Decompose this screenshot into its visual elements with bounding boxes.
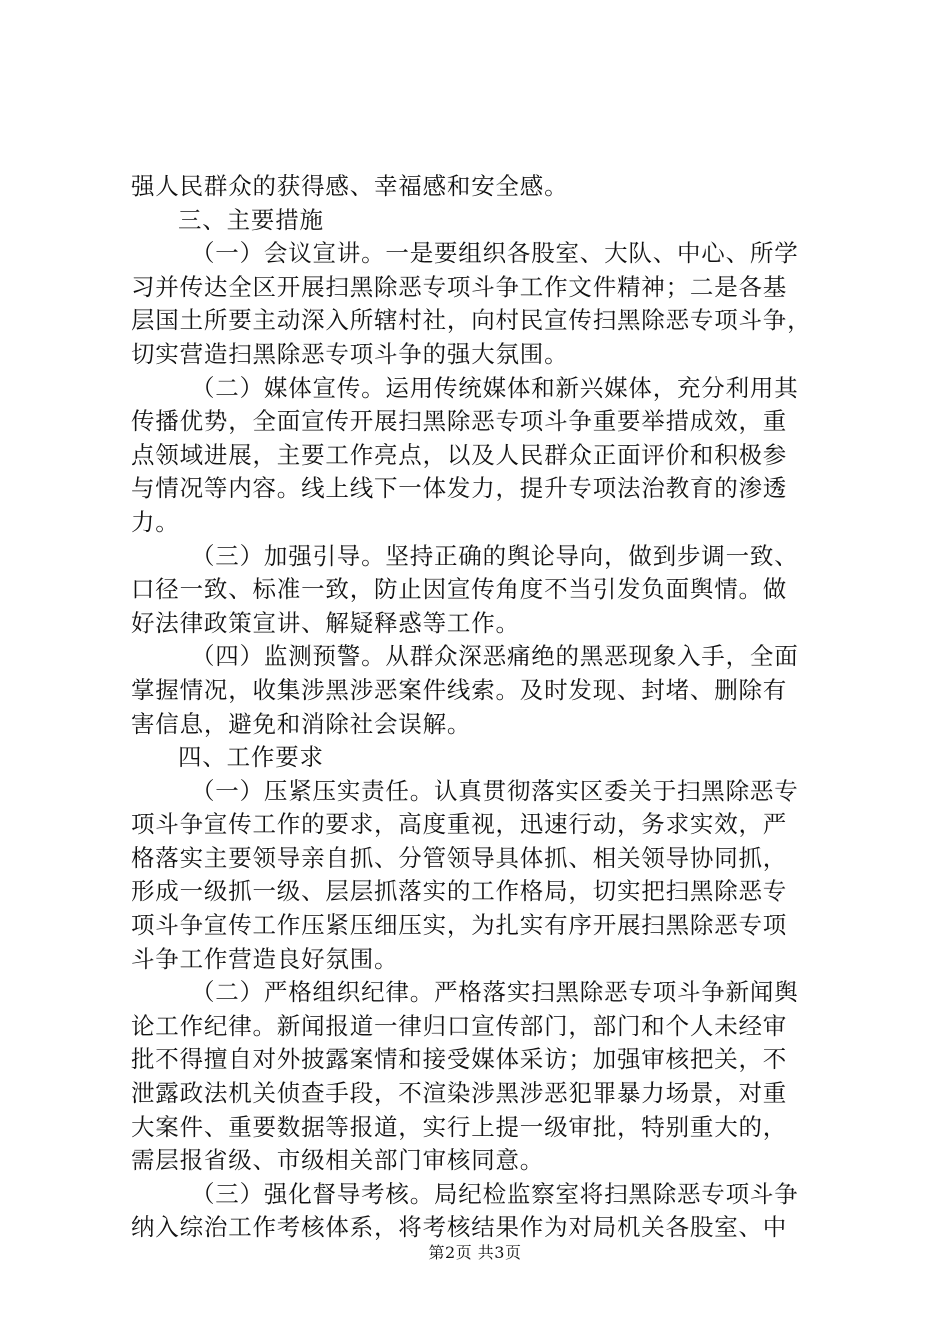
paragraph-line: 项斗争宣传工作的要求，高度重视，迅速行动，务求实效，严 <box>131 810 788 839</box>
paragraph-line: 力。 <box>131 507 180 536</box>
page-number-footer: 第2页 共3页 <box>428 1243 522 1262</box>
paragraph-line: 传播优势，全面宣传开展扫黑除恶专项斗争重要举措成效，重 <box>131 407 788 436</box>
section-heading: 三、主要措施 <box>178 205 324 234</box>
paragraph-line: （三）强化督导考核。局纪检监察室将扫黑除恶专项斗争 <box>191 1179 799 1208</box>
paragraph-line: 格落实主要领导亲自抓、分管领导具体抓、相关领导协同抓， <box>131 843 788 872</box>
paragraph-line: （三）加强引导。坚持正确的舆论导向，做到步调一致、 <box>191 541 799 570</box>
paragraph-line: 批不得擅自对外披露案情和接受媒体采访；加强审核把关，不 <box>131 1045 788 1074</box>
paragraph-line: 掌握情况，收集涉黑涉恶案件线索。及时发现、封堵、删除有 <box>131 675 788 704</box>
section-heading: 四、工作要求 <box>178 743 324 772</box>
paragraph-line: （一）会议宣讲。一是要组织各股室、大队、中心、所学 <box>191 239 799 268</box>
paragraph-line: 口径一致、标准一致，防止因宣传角度不当引发负面舆情。做 <box>131 575 788 604</box>
paragraph-line: 论工作纪律。新闻报道一律归口宣传部门，部门和个人未经审 <box>131 1011 788 1040</box>
paragraph-line: 切实营造扫黑除恶专项斗争的强大氛围。 <box>131 339 569 368</box>
paragraph-line: 强人民群众的获得感、幸福感和安全感。 <box>131 172 569 200</box>
paragraph-line: （一）压紧压实责任。认真贯彻落实区委关于扫黑除恶专 <box>191 776 799 805</box>
paragraph-line: 项斗争宣传工作压紧压细压实，为扎实有序开展扫黑除恶专项 <box>131 911 788 940</box>
paragraph-line: 好法律政策宣讲、解疑释惑等工作。 <box>131 608 520 637</box>
paragraph-line: （二）媒体宣传。运用传统媒体和新兴媒体，充分利用其 <box>191 373 799 402</box>
paragraph-line: （二）严格组织纪律。严格落实扫黑除恶专项斗争新闻舆 <box>191 978 799 1007</box>
paragraph-line: 形成一级抓一级、层层抓落实的工作格局，切实把扫黑除恶专 <box>131 877 788 906</box>
paragraph-line: 害信息，避免和消除社会误解。 <box>131 709 472 738</box>
paragraph-line: 与情况等内容。线上线下一体发力，提升专项法治教育的渗透 <box>131 474 788 503</box>
paragraph-line: （四）监测预警。从群众深恶痛绝的黑恶现象入手，全面 <box>191 642 799 671</box>
paragraph-line: 泄露政法机关侦查手段，不渲染涉黑涉恶犯罪暴力场景，对重 <box>131 1079 788 1108</box>
document-body <box>131 170 831 1245</box>
paragraph-line: 斗争工作营造良好氛围。 <box>131 944 399 973</box>
paragraph-line: 纳入综治工作考核体系，将考核结果作为对局机关各股室、中 <box>131 1213 788 1242</box>
paragraph-line: 点领域进展，主要工作亮点，以及人民群众正面评价和积极参 <box>131 440 788 469</box>
paragraph-line: 需层报省级、市级相关部门审核同意。 <box>131 1146 545 1175</box>
paragraph-line: 习并传达全区开展扫黑除恶专项斗争工作文件精神；二是各基 <box>131 272 788 301</box>
paragraph-line: 层国土所要主动深入所辖村社，向村民宣传扫黑除恶专项斗争， <box>131 306 812 335</box>
paragraph-line: 大案件、重要数据等报道，实行上提一级审批，特别重大的， <box>131 1112 788 1141</box>
